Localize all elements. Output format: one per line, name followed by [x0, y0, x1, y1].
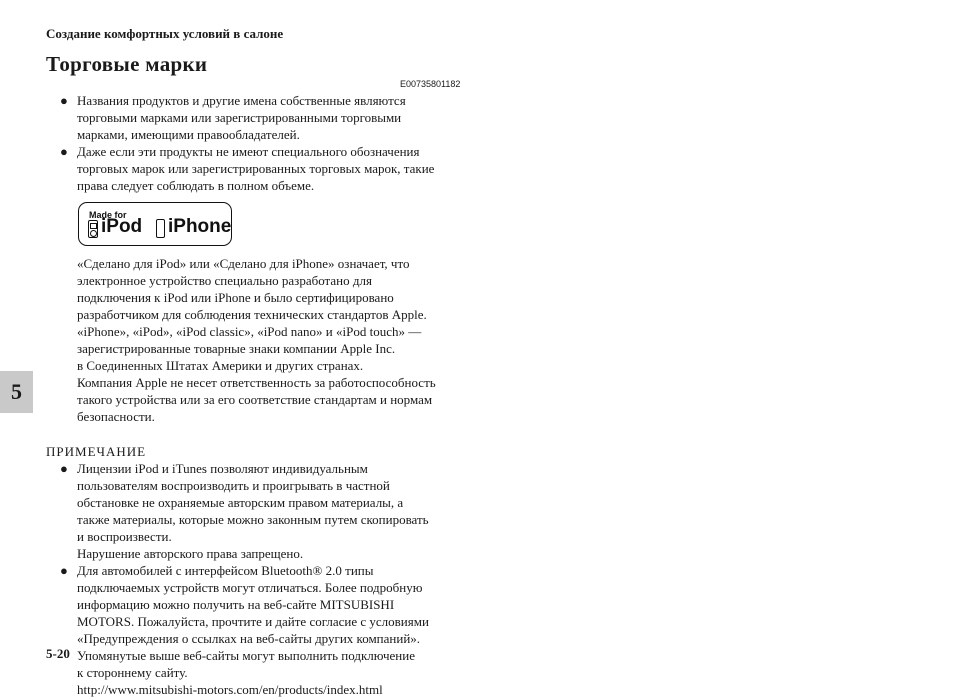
- text-line: электронное устройство специально разработано для: [77, 273, 372, 288]
- text-line: пользователям воспроизводить и проигрывать в частной: [77, 478, 390, 493]
- text-line: торговыми марками или зарегистрированными торговыми: [77, 110, 402, 125]
- text-line: безопасности.: [77, 409, 155, 424]
- text-line: подключаемых устройств могут отличаться. Более подробную: [77, 580, 423, 595]
- text-line: Для автомобилей с интерфейсом Bluetooth® 2.0 типы: [77, 563, 374, 578]
- badge-iphone: iPhone: [168, 216, 232, 237]
- list-item: [46, 143, 466, 194]
- badge-ipod: iPod: [101, 216, 143, 237]
- note-label: ПРИМЕЧАНИЕ: [46, 444, 147, 459]
- running-header: Создание комфортных условий в салоне: [46, 26, 284, 41]
- text-line: Компания Apple не несет ответственность за работоспособность: [77, 375, 436, 390]
- badge-made-for: Made for: [89, 210, 127, 220]
- text-line: такого устройства или за его соответствие стандартам и нормам: [77, 392, 433, 407]
- text-line: «Предупреждения о ссылках на веб-сайты других компаний».: [77, 631, 421, 646]
- text-line: подключения к iPod или iPhone и было сертифицировано: [77, 290, 394, 305]
- text-line: MOTORS. Пожалуйста, прочтите и дайте согласие с условиями: [77, 614, 429, 629]
- ipod-icon: [88, 220, 98, 238]
- text-line: обстановке не охраняемые авторским правом материалы, а: [77, 495, 404, 510]
- text-line: Упомянутые выше веб-сайты могут выполнить подключение: [77, 648, 415, 663]
- text-line: зарегистрированные товарные знаки компании Apple Inc.: [77, 341, 396, 356]
- list-item: [46, 460, 466, 562]
- list-item: [46, 562, 466, 698]
- text-line: и воспроизвести.: [77, 529, 172, 544]
- list-item: [46, 92, 466, 143]
- url-text: http://www.mitsubishi-motors.com/en/products/index.html: [77, 682, 383, 697]
- text-line: марками, имеющими правообладателей.: [77, 127, 300, 142]
- page-number: 5-20: [46, 646, 70, 661]
- text-line: информацию можно получить на веб-сайте MITSUBISHI: [77, 597, 395, 612]
- main-content: [46, 92, 466, 698]
- bullet-icon: ●: [60, 461, 68, 476]
- apple-paragraph: [46, 255, 466, 425]
- text-line: к стороннему сайту.: [77, 665, 188, 680]
- text-line: торговых марок или зарегистрированных торговых марок, такие: [77, 161, 435, 176]
- bullet-icon: ●: [60, 563, 68, 578]
- text-line: права следует соблюдать в полном объеме.: [77, 178, 315, 193]
- section-code: E00735801182: [400, 79, 461, 89]
- text-line: Даже если эти продукты не имеют специального обозначения: [77, 144, 420, 159]
- bullet-icon: ●: [60, 93, 68, 108]
- text-line: Лицензии iPod и iTunes позволяют индивидуальным: [77, 461, 368, 476]
- text-line: «iPhone», «iPod», «iPod classic», «iPod nano» и «iPod touch» —: [77, 324, 422, 339]
- bullet-icon: ●: [60, 144, 68, 159]
- iphone-icon: [156, 219, 165, 238]
- text-line: Нарушение авторского права запрещено.: [77, 546, 304, 561]
- made-for-badge-wrapper: [46, 202, 466, 246]
- chapter-tab: 5: [0, 371, 33, 413]
- text-line: «Сделано для iPod» или «Сделано для iPhone» означает, что: [77, 256, 410, 271]
- made-for-ipod-iphone-logo: [78, 202, 232, 246]
- text-line: также материалы, которые можно законным путем скопировать: [77, 512, 429, 527]
- text-line: разработчиком для соблюдения технических стандартов Apple.: [77, 307, 427, 322]
- text-line: в Соединенных Штатах Америки и других странах.: [77, 358, 364, 373]
- text-line: Названия продуктов и другие имена собственные являются: [77, 93, 406, 108]
- section-title: Торговые марки: [46, 52, 208, 76]
